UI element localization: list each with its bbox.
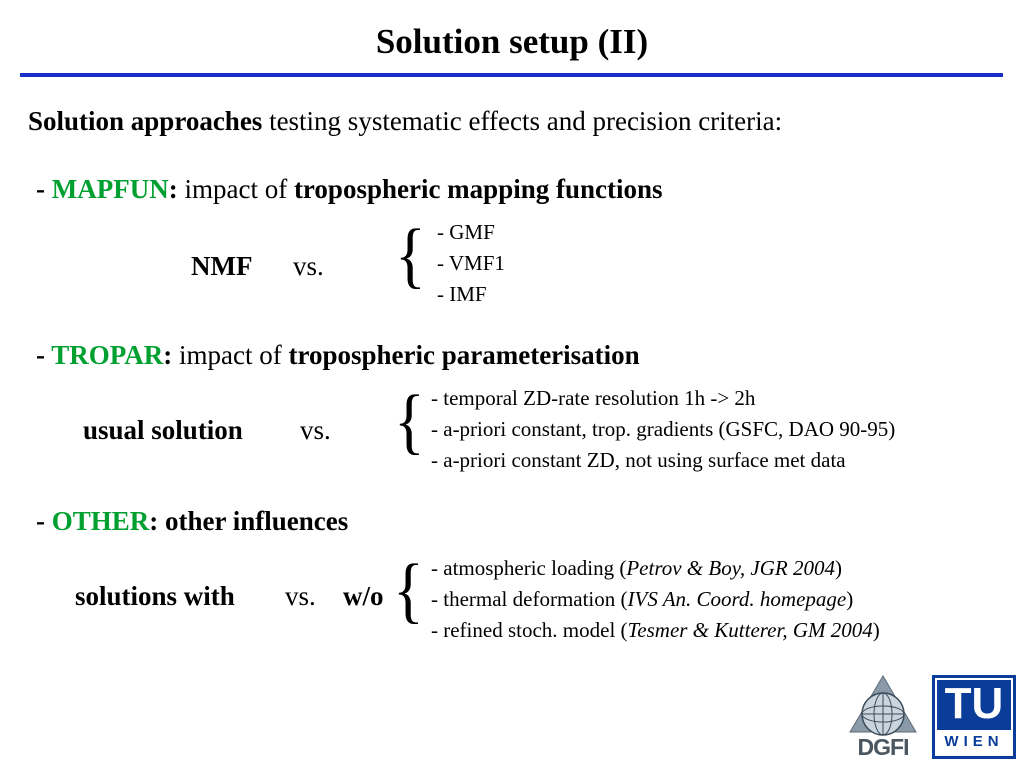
section-dash: - bbox=[36, 340, 52, 370]
section-name: MAPFUN bbox=[51, 174, 169, 204]
section-colon: : bbox=[168, 174, 178, 204]
reference: Petrov & Boy, JGR 2004 bbox=[626, 556, 835, 580]
intro-text: testing systematic effects and precision criteria: bbox=[262, 106, 783, 136]
tropar-lhs: usual solution bbox=[83, 415, 243, 445]
section-bold: tropospheric mapping functions bbox=[293, 174, 663, 204]
tu-wien-logo bbox=[932, 675, 1016, 759]
list-item: - temporal ZD-rate resolution 1h -> 2h bbox=[431, 386, 756, 410]
list-item: - thermal deformation (IVS An. Coord. homepage) bbox=[431, 587, 854, 611]
tropar-vs: vs. bbox=[300, 415, 331, 445]
section-tropar-heading bbox=[36, 340, 640, 371]
section-plain: impact of bbox=[177, 174, 294, 204]
mapfun-lhs: NMF bbox=[191, 251, 253, 281]
list-item: - GMF bbox=[437, 220, 495, 244]
tu-label: TU bbox=[944, 679, 1004, 728]
section-mapfun-heading bbox=[36, 174, 663, 205]
tropar-list bbox=[431, 383, 895, 476]
brace-icon: { bbox=[393, 548, 424, 631]
list-item: - atmospheric loading (Petrov & Boy, JGR 2004) bbox=[431, 556, 842, 580]
section-name: OTHER bbox=[51, 506, 150, 536]
list-item: - IMF bbox=[437, 282, 487, 306]
section-colon: : bbox=[163, 340, 173, 370]
section-other-heading bbox=[36, 506, 348, 537]
section-dash: - bbox=[36, 506, 52, 536]
list-item: - a-priori constant ZD, not using surface met data bbox=[431, 448, 846, 472]
section-plain: impact of bbox=[172, 340, 289, 370]
title-underline bbox=[20, 73, 1003, 77]
reference: Tesmer & Kutterer, GM 2004 bbox=[627, 618, 873, 642]
brace-icon: { bbox=[395, 213, 426, 296]
list-item: - refined stoch. model (Tesmer & Kutterer, GM 2004) bbox=[431, 618, 880, 642]
intro-bold: Solution approaches bbox=[28, 106, 263, 136]
slide-title: Solution setup (II) bbox=[375, 22, 649, 61]
list-item: - VMF1 bbox=[437, 251, 505, 275]
dgfi-logo bbox=[846, 674, 920, 760]
section-dash: - bbox=[36, 174, 52, 204]
other-lhs: solutions with bbox=[75, 581, 235, 611]
intro-line bbox=[28, 106, 782, 137]
section-bold: tropospheric parameterisation bbox=[288, 340, 640, 370]
section-colon: : other influences bbox=[149, 506, 349, 536]
mapfun-vs: vs. bbox=[293, 251, 324, 281]
wien-label: WIEN bbox=[944, 733, 1004, 750]
section-name: TROPAR bbox=[51, 340, 164, 370]
mapfun-list bbox=[437, 217, 505, 310]
brace-icon: { bbox=[394, 379, 425, 462]
list-item: - a-priori constant, trop. gradients (GSFC, DAO 90-95) bbox=[431, 417, 896, 441]
other-vs: vs. bbox=[285, 581, 316, 611]
dgfi-label: DGFI bbox=[857, 734, 909, 760]
other-rhs: w/o bbox=[343, 581, 384, 611]
reference: IVS An. Coord. homepage bbox=[627, 587, 847, 611]
other-list bbox=[431, 553, 880, 646]
